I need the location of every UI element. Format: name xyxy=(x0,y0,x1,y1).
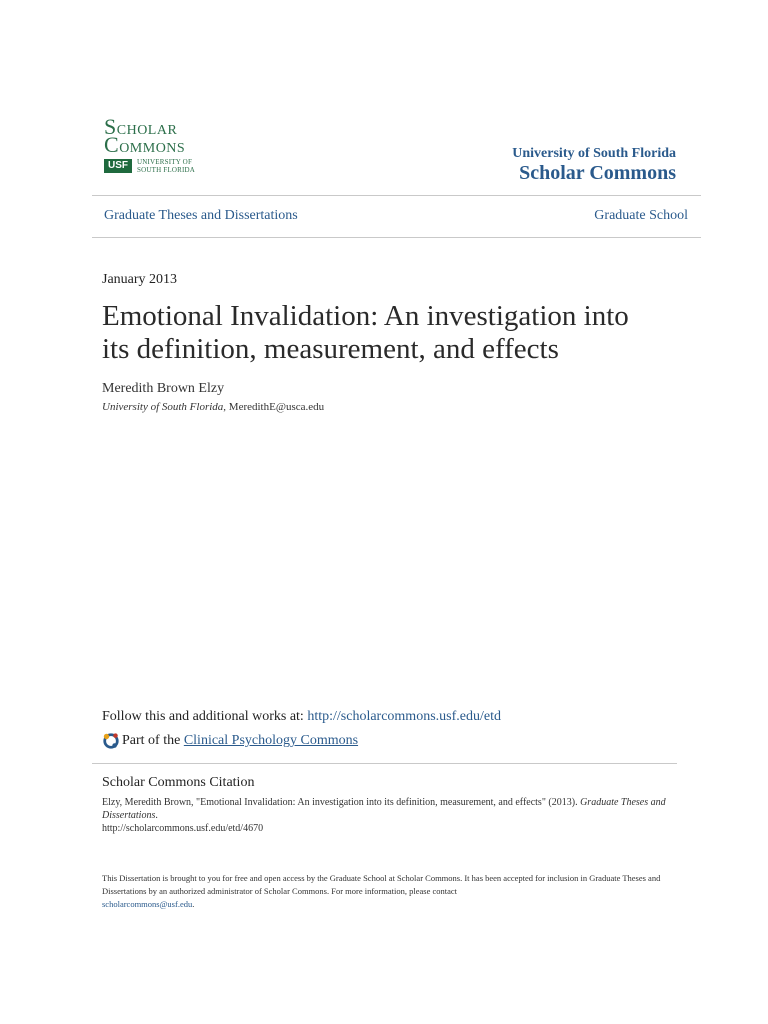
logo-line-commons: COMMONS xyxy=(104,132,186,157)
citation-series-end: . xyxy=(155,810,158,821)
affiliation-institution: University of South Florida xyxy=(102,401,224,413)
document-title: Emotional Invalidation: An investigation into its definition, measurement, and effects xyxy=(102,300,629,365)
contact-email-link[interactable]: scholarcommons@usf.edu xyxy=(102,899,193,909)
logo-line-scholar: SCHOLAR xyxy=(104,114,178,139)
header-divider xyxy=(92,195,701,196)
notice-end: . xyxy=(192,899,195,909)
follow-url-link[interactable]: http://scholarcommons.usf.edu/etd xyxy=(307,709,501,724)
nav-divider xyxy=(92,237,701,238)
citation-url: http://scholarcommons.usf.edu/etd/4670 xyxy=(102,823,264,834)
part-of-prefix: Part of the xyxy=(122,733,181,748)
publication-date: January 2013 xyxy=(102,272,178,287)
citation-body xyxy=(102,796,682,835)
usf-badge: USF xyxy=(104,159,132,173)
author-name: Meredith Brown Elzy xyxy=(102,381,225,396)
citation-heading: Scholar Commons Citation xyxy=(102,775,255,790)
author-email: , MeredithE@usca.edu xyxy=(223,401,325,413)
scholar-commons-logo[interactable] xyxy=(104,114,214,178)
citation-series: Graduate Theses and Dissertations xyxy=(102,797,666,821)
collection-link[interactable]: Graduate Theses and Dissertations xyxy=(104,208,298,223)
usf-wordmark: UNIVERSITY OF SOUTH FLORIDA xyxy=(137,158,196,174)
part-of-line xyxy=(102,732,358,750)
access-notice xyxy=(102,872,662,911)
follow-line xyxy=(102,709,501,725)
clinical-psychology-commons-link[interactable]: Clinical Psychology Commons xyxy=(183,733,359,748)
repository-name[interactable]: Scholar Commons xyxy=(519,162,676,184)
citation-text: Elzy, Meredith Brown, "Emotional Invalidation: An investigation into its definition, measurement, and effects" (2013). xyxy=(102,797,581,808)
citation-divider xyxy=(92,763,677,764)
notice-text: This Dissertation is brought to you for free and open access by the Graduate School at Scholar Commons. It has been accepted for inclusion in Graduate Theses and Dissertations by an authorized administrator of Scholar Commons. For more information, please contact xyxy=(102,873,661,896)
follow-prefix: Follow this and additional works at: xyxy=(102,709,308,724)
network-commons-icon xyxy=(102,732,120,750)
university-name[interactable]: University of South Florida xyxy=(512,146,676,161)
graduate-school-link[interactable]: Graduate School xyxy=(594,208,688,223)
author-affiliation xyxy=(102,401,324,413)
